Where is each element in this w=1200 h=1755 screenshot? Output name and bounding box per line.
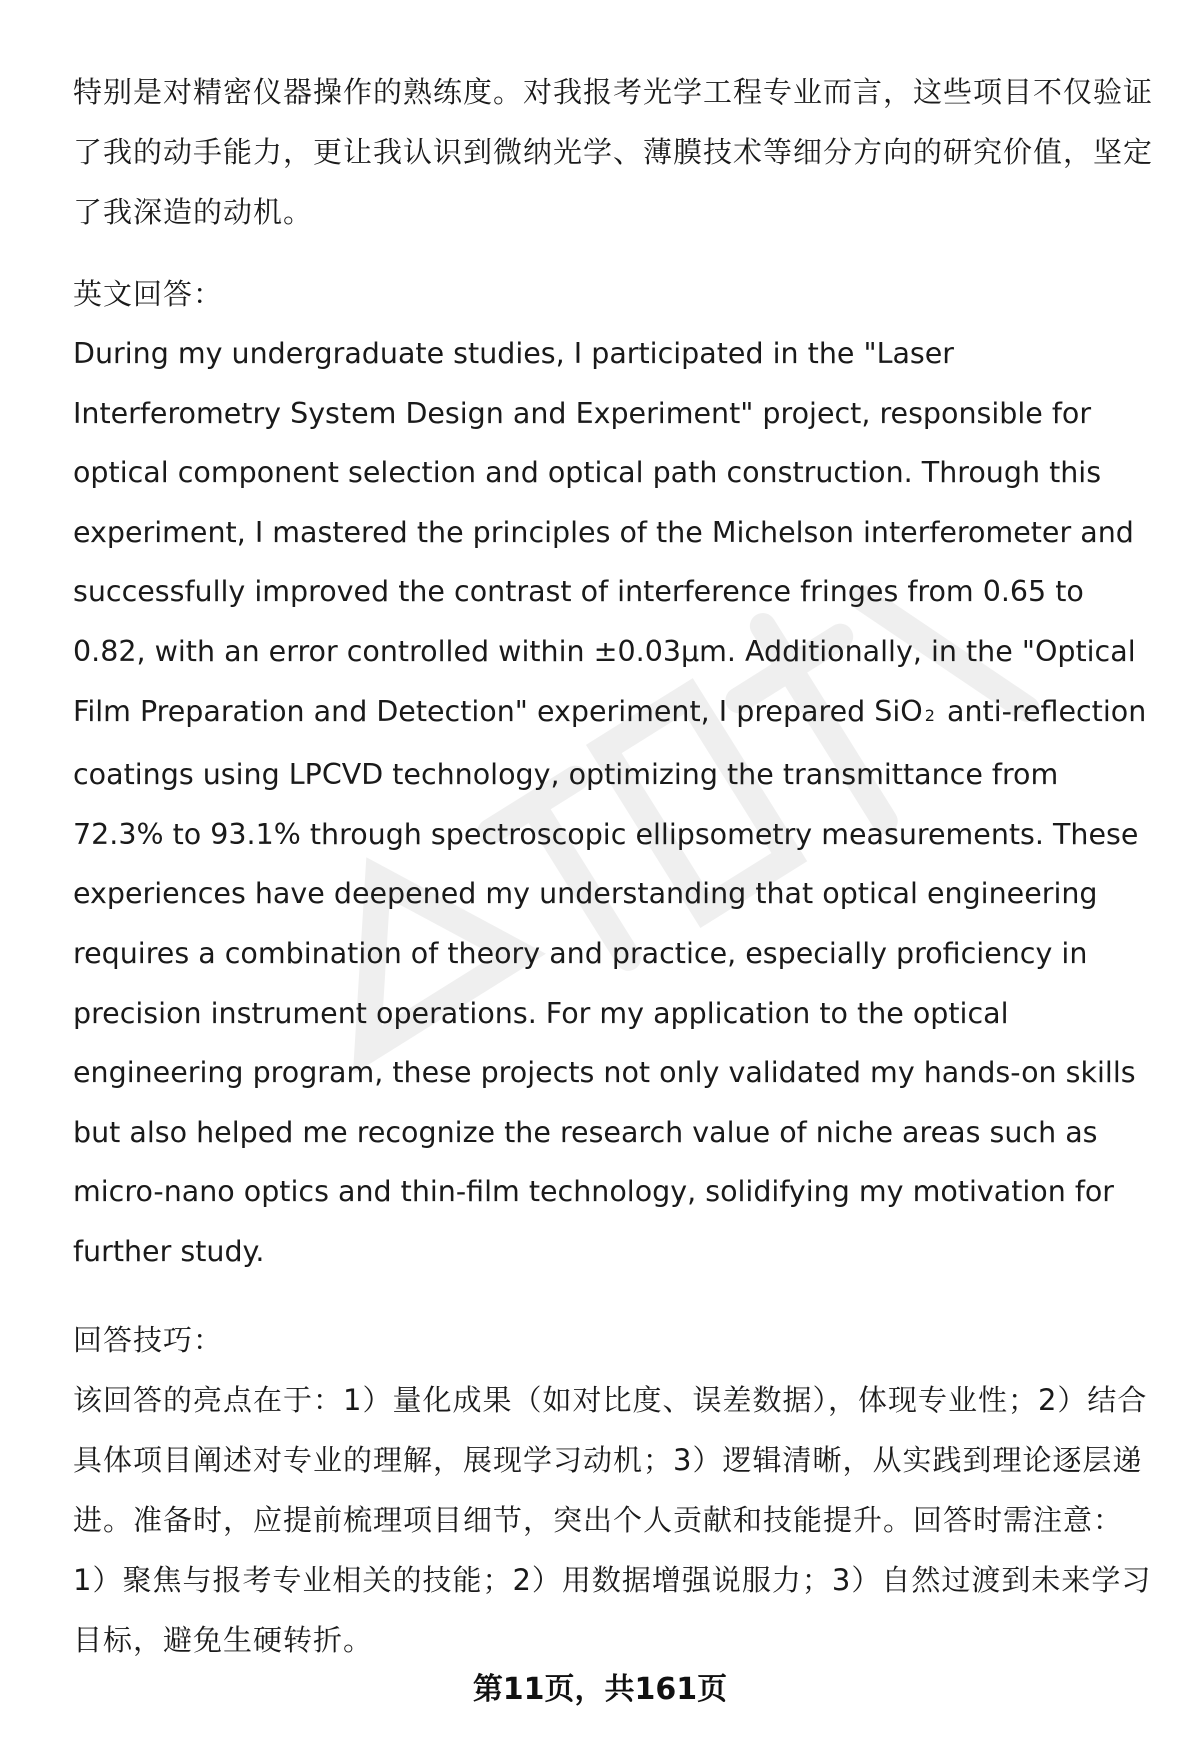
english-answer-body (73, 324, 1153, 1282)
intro-paragraph-cn: 特别是对精密仪器操作的熟练度。对我报考光学工程专业而言，这些项目不仅验证了我的动手能力，更让我认识到微纳光学、薄膜技术等细分方向的研究价值，坚定了我深造的动机。 (73, 75, 1154, 229)
tips-heading: 回答技巧： (73, 1322, 224, 1357)
english-answer-text-1: During my undergraduate studies, I participated in the "Laser Interferometry System Design and Experiment" project, responsible for optical component selection and optical path construction. Through this experiment, I mastered the principles of the Michelson interferometer and successfully improved the contrast of interference fringes from 0.65 to 0.82, with an error controlled within ±0.03μm. Additionally, in the "Optical Film Preparation and Detection" experiment, I prepared SiO (73, 337, 1136, 728)
document-page (73, 62, 1153, 1670)
subscript-2: 2 (924, 705, 935, 725)
page-number-footer: 第11页，共161页 (472, 1672, 728, 1707)
english-answer-heading: 英文回答： (73, 277, 224, 311)
tips-body: 该回答的亮点在于：1）量化成果（如对比度、误差数据），体现专业性；2）结合具体项目阐述对专业的理解，展现学习动机；3）逻辑清晰，从实践到理论逐层递进。准备时，应提前梳理项目细节，突出个人贡献和技能提升。回答时需注意：1）聚焦与报考专业相关的技能；2）用数据增强说服力；3）自然过渡到未来学习目标，避免生硬转折。 (73, 1382, 1152, 1657)
english-answer-text-2: anti-reflection coatings using LPCVD technology, optimizing the transmittance from 72.3% to 93.1% through spectroscopic ellipsometry measurements. These experiences have deepened my understanding that optical engineering requires a combination of theory and practice, especially proficiency in precision instrument operations. For my application to the optical engineering program, these projects not only validated my hands-on skills but also helped me recognize the research value of niche areas such as micro-nano optics and thin-film technology, solidifying my motivation for further study. (73, 694, 1147, 1268)
